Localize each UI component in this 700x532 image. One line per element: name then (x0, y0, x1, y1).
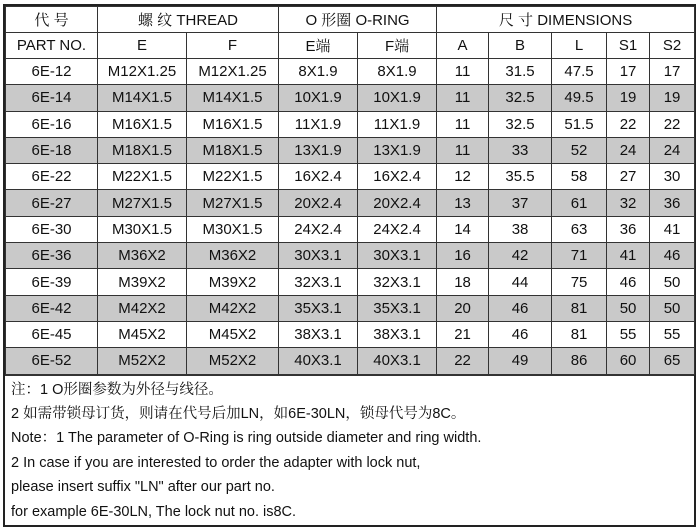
cell-oring-f: 35X3.1 (358, 295, 437, 321)
cell-oring-e: 10X1.9 (279, 85, 358, 111)
cell-oring-f: 32X3.1 (358, 269, 437, 295)
header-row-top (6, 7, 695, 33)
cell-s1: 22 (607, 111, 650, 137)
cell-l: 61 (552, 190, 607, 216)
cell-a: 11 (437, 85, 489, 111)
cell-l: 81 (552, 321, 607, 347)
cell-s1: 32 (607, 190, 650, 216)
cell-oring-f: 13X1.9 (358, 137, 437, 163)
cell-oring-f: 10X1.9 (358, 85, 437, 111)
cell-s2: 50 (650, 295, 695, 321)
cell-s1: 36 (607, 216, 650, 242)
note-line-cn-2: 2 如需带锁母订货，则请在代号后加LN，如6E-30LN，锁母代号为8C。 (11, 405, 466, 422)
cell-oring-e: 32X3.1 (279, 269, 358, 295)
cell-thread-e: M39X2 (98, 269, 187, 295)
cell-thread-f: M42X2 (187, 295, 279, 321)
cell-part: 6E-18 (6, 137, 98, 163)
cell-thread-e: M14X1.5 (98, 85, 187, 111)
cell-l: 75 (552, 269, 607, 295)
table-row (6, 295, 695, 321)
cell-a: 13 (437, 190, 489, 216)
cell-thread-e: M18X1.5 (98, 137, 187, 163)
table-body (6, 59, 695, 375)
cell-l: 58 (552, 164, 607, 190)
header-col-f: F (187, 33, 279, 59)
table-row (6, 243, 695, 269)
spec-sheet (3, 4, 696, 527)
cell-thread-e: M36X2 (98, 243, 187, 269)
cell-part: 6E-12 (6, 59, 98, 85)
cell-b: 38 (489, 216, 552, 242)
cell-s2: 50 (650, 269, 695, 295)
cell-b: 31.5 (489, 59, 552, 85)
cell-b: 42 (489, 243, 552, 269)
cell-s2: 65 (650, 348, 695, 374)
cell-thread-e: M22X1.5 (98, 164, 187, 190)
header-col-e-end: E端 (279, 33, 358, 59)
cell-s2: 19 (650, 85, 695, 111)
cell-s2: 36 (650, 190, 695, 216)
cell-oring-f: 40X3.1 (358, 348, 437, 374)
cell-part: 6E-45 (6, 321, 98, 347)
cell-thread-f: M12X1.25 (187, 59, 279, 85)
cell-oring-e: 24X2.4 (279, 216, 358, 242)
header-dimensions: 尺 寸 DIMENSIONS (437, 7, 695, 33)
cell-part: 6E-39 (6, 269, 98, 295)
header-part-no: PART NO. (6, 33, 98, 59)
table-row (6, 59, 695, 85)
cell-thread-e: M30X1.5 (98, 216, 187, 242)
cell-b: 37 (489, 190, 552, 216)
cell-thread-f: M39X2 (187, 269, 279, 295)
cell-l: 49.5 (552, 85, 607, 111)
cell-s1: 41 (607, 243, 650, 269)
header-col-e: E (98, 33, 187, 59)
cell-part: 6E-27 (6, 190, 98, 216)
cell-b: 49 (489, 348, 552, 374)
cell-l: 63 (552, 216, 607, 242)
note-line-en-1: Note：1 The parameter of O-Ring is ring outside diameter and ring width. (11, 430, 482, 447)
cell-l: 81 (552, 295, 607, 321)
table-row (6, 164, 695, 190)
cell-part: 6E-52 (6, 348, 98, 374)
cell-a: 18 (437, 269, 489, 295)
cell-thread-f: M30X1.5 (187, 216, 279, 242)
cell-b: 32.5 (489, 85, 552, 111)
table-row (6, 85, 695, 111)
note-line-en-2: 2 In case if you are interested to order the adapter with lock nut, (11, 454, 421, 471)
header-oring: O 形圈 O-RING (279, 7, 437, 33)
note-line-cn-1: 注：1 O形圈参数为外径与线径。 (11, 381, 223, 398)
cell-s1: 19 (607, 85, 650, 111)
header-thread: 螺 纹 THREAD (98, 7, 279, 33)
cell-s1: 24 (607, 137, 650, 163)
cell-part: 6E-16 (6, 111, 98, 137)
cell-oring-f: 11X1.9 (358, 111, 437, 137)
cell-oring-f: 16X2.4 (358, 164, 437, 190)
cell-b: 46 (489, 321, 552, 347)
cell-s2: 22 (650, 111, 695, 137)
cell-s2: 55 (650, 321, 695, 347)
cell-b: 32.5 (489, 111, 552, 137)
cell-a: 20 (437, 295, 489, 321)
cell-oring-e: 16X2.4 (279, 164, 358, 190)
header-row-bottom (6, 33, 695, 59)
cell-oring-f: 20X2.4 (358, 190, 437, 216)
cell-s1: 46 (607, 269, 650, 295)
cell-a: 11 (437, 111, 489, 137)
table-row (6, 348, 695, 374)
cell-s2: 41 (650, 216, 695, 242)
table-row (6, 111, 695, 137)
cell-thread-f: M18X1.5 (187, 137, 279, 163)
cell-a: 11 (437, 59, 489, 85)
cell-oring-e: 40X3.1 (279, 348, 358, 374)
cell-a: 12 (437, 164, 489, 190)
cell-thread-e: M27X1.5 (98, 190, 187, 216)
cell-l: 86 (552, 348, 607, 374)
cell-b: 35.5 (489, 164, 552, 190)
cell-oring-f: 30X3.1 (358, 243, 437, 269)
cell-s2: 30 (650, 164, 695, 190)
cell-thread-f: M45X2 (187, 321, 279, 347)
cell-oring-e: 38X3.1 (279, 321, 358, 347)
cell-oring-f: 24X2.4 (358, 216, 437, 242)
cell-part: 6E-30 (6, 216, 98, 242)
note-line-en-4: for example 6E-30LN, The lock nut no. is8C. (11, 503, 297, 520)
cell-thread-e: M45X2 (98, 321, 187, 347)
table-row (6, 216, 695, 242)
cell-s2: 46 (650, 243, 695, 269)
cell-thread-f: M22X1.5 (187, 164, 279, 190)
cell-part: 6E-42 (6, 295, 98, 321)
cell-a: 16 (437, 243, 489, 269)
cell-thread-f: M36X2 (187, 243, 279, 269)
cell-s1: 60 (607, 348, 650, 374)
dimension-table (5, 6, 695, 375)
cell-s1: 27 (607, 164, 650, 190)
cell-oring-e: 30X3.1 (279, 243, 358, 269)
cell-s1: 17 (607, 59, 650, 85)
cell-thread-e: M12X1.25 (98, 59, 187, 85)
table-row (6, 190, 695, 216)
header-code-cn: 代 号 (6, 7, 98, 33)
table-row (6, 137, 695, 163)
cell-l: 47.5 (552, 59, 607, 85)
cell-l: 71 (552, 243, 607, 269)
cell-oring-e: 13X1.9 (279, 137, 358, 163)
header-col-b: B (489, 33, 552, 59)
cell-oring-f: 8X1.9 (358, 59, 437, 85)
cell-part: 6E-36 (6, 243, 98, 269)
cell-oring-e: 20X2.4 (279, 190, 358, 216)
cell-l: 52 (552, 137, 607, 163)
cell-thread-f: M16X1.5 (187, 111, 279, 137)
notes-section (5, 375, 694, 524)
header-col-f-end: F端 (358, 33, 437, 59)
cell-s1: 50 (607, 295, 650, 321)
cell-oring-e: 35X3.1 (279, 295, 358, 321)
cell-l: 51.5 (552, 111, 607, 137)
cell-s2: 17 (650, 59, 695, 85)
cell-part: 6E-14 (6, 85, 98, 111)
header-col-s2: S2 (650, 33, 695, 59)
cell-s1: 55 (607, 321, 650, 347)
cell-thread-f: M52X2 (187, 348, 279, 374)
cell-thread-f: M14X1.5 (187, 85, 279, 111)
cell-part: 6E-22 (6, 164, 98, 190)
header-col-l: L (552, 33, 607, 59)
cell-oring-f: 38X3.1 (358, 321, 437, 347)
cell-s2: 24 (650, 137, 695, 163)
cell-thread-e: M16X1.5 (98, 111, 187, 137)
cell-a: 21 (437, 321, 489, 347)
cell-b: 33 (489, 137, 552, 163)
cell-thread-e: M42X2 (98, 295, 187, 321)
cell-oring-e: 11X1.9 (279, 111, 358, 137)
cell-a: 14 (437, 216, 489, 242)
header-col-a: A (437, 33, 489, 59)
note-line-en-3: please insert suffix "LN" after our part no. (11, 479, 275, 496)
cell-a: 22 (437, 348, 489, 374)
table-row (6, 321, 695, 347)
cell-b: 46 (489, 295, 552, 321)
cell-thread-f: M27X1.5 (187, 190, 279, 216)
table-row (6, 269, 695, 295)
header-col-s1: S1 (607, 33, 650, 59)
cell-oring-e: 8X1.9 (279, 59, 358, 85)
cell-a: 11 (437, 137, 489, 163)
cell-b: 44 (489, 269, 552, 295)
cell-thread-e: M52X2 (98, 348, 187, 374)
